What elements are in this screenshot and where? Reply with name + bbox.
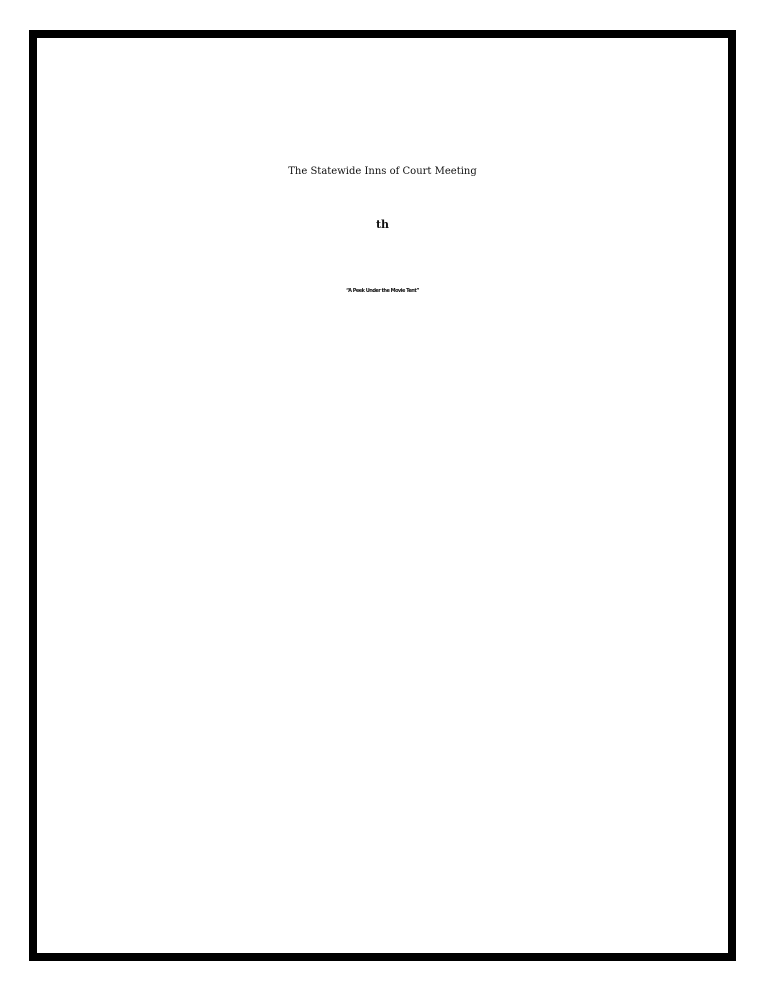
event-date-ordinal: th bbox=[375, 218, 390, 231]
meeting-title: The Statewide Inns of Court Meeting bbox=[288, 166, 477, 177]
talk-title: “A Peek Under the Movie Tent” bbox=[345, 288, 420, 294]
event-date bbox=[0, 218, 765, 231]
